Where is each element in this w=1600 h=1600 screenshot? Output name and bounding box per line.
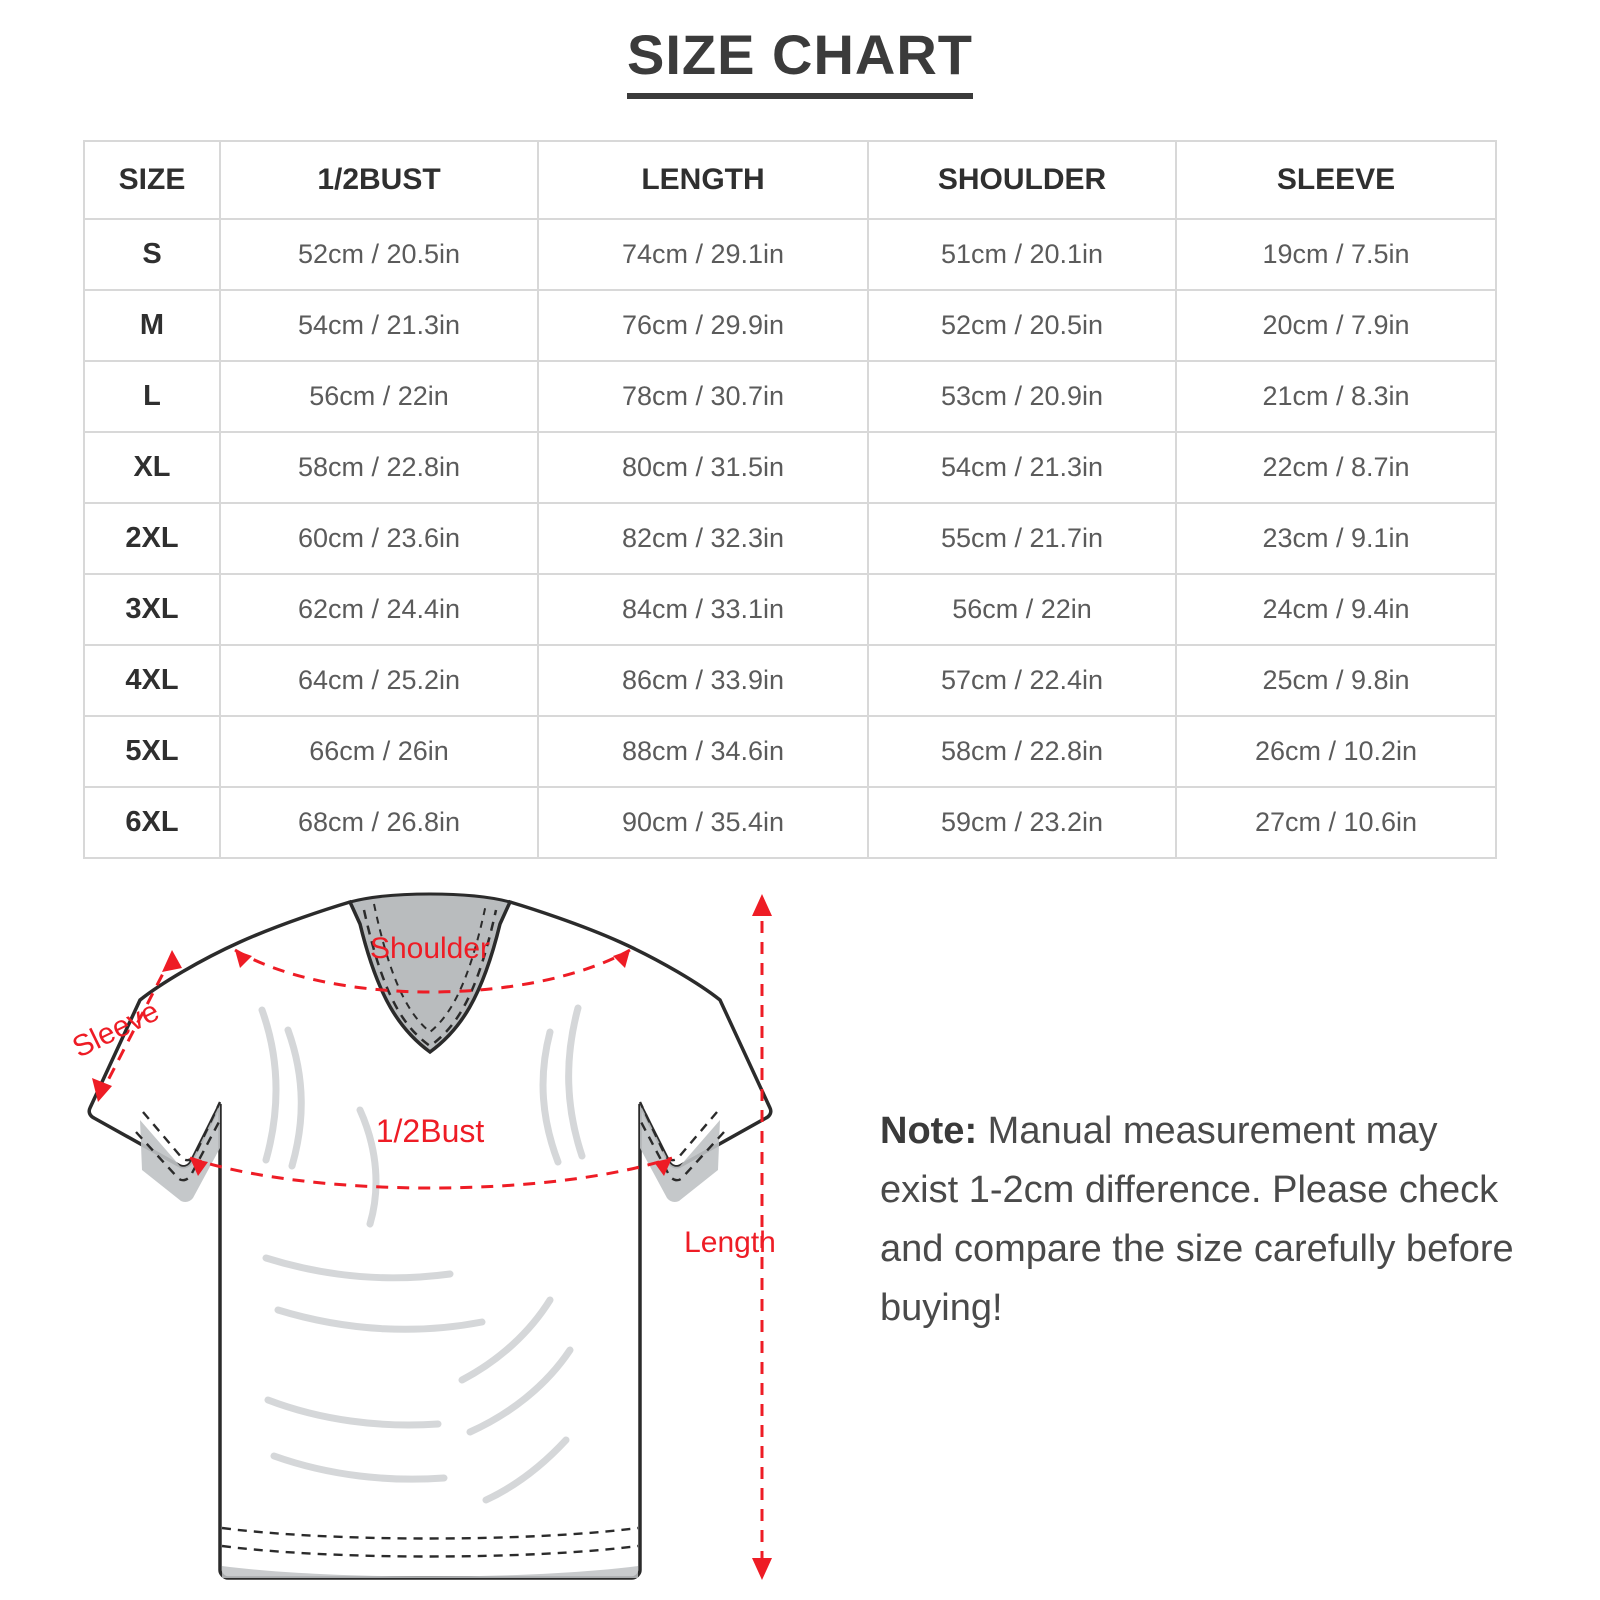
cell-sleeve: 22cm / 8.7in <box>1176 432 1496 503</box>
cell-length: 86cm / 33.9in <box>538 645 868 716</box>
size-table <box>83 140 1497 859</box>
note-prefix: Note: <box>880 1110 978 1152</box>
length-label: Length <box>684 1226 776 1259</box>
page-title-container <box>0 22 1600 99</box>
cell-bust: 60cm / 23.6in <box>220 503 538 574</box>
cell-size: 4XL <box>84 645 220 716</box>
cell-shoulder: 58cm / 22.8in <box>868 716 1176 787</box>
table-row <box>84 219 1496 290</box>
cell-length: 78cm / 30.7in <box>538 361 868 432</box>
cell-bust: 68cm / 26.8in <box>220 787 538 858</box>
cell-bust: 62cm / 24.4in <box>220 574 538 645</box>
column-header-size: SIZE <box>84 141 220 219</box>
table-header-row <box>84 141 1496 219</box>
cell-bust: 52cm / 20.5in <box>220 219 538 290</box>
cell-size: 6XL <box>84 787 220 858</box>
table-row <box>84 645 1496 716</box>
cell-size: S <box>84 219 220 290</box>
cell-length: 80cm / 31.5in <box>538 432 868 503</box>
table-row <box>84 787 1496 858</box>
cell-length: 74cm / 29.1in <box>538 219 868 290</box>
bust-label: 1/2Bust <box>375 1113 485 1149</box>
cell-shoulder: 51cm / 20.1in <box>868 219 1176 290</box>
column-header-bust: 1/2BUST <box>220 141 538 219</box>
page-title: SIZE CHART <box>627 22 973 99</box>
cell-size: 2XL <box>84 503 220 574</box>
cell-length: 76cm / 29.9in <box>538 290 868 361</box>
cell-shoulder: 54cm / 21.3in <box>868 432 1176 503</box>
table-row <box>84 716 1496 787</box>
cell-size: L <box>84 361 220 432</box>
cell-size: M <box>84 290 220 361</box>
shoulder-label: Shoulder <box>369 932 491 965</box>
cell-sleeve: 24cm / 9.4in <box>1176 574 1496 645</box>
note-body: Manual measurement may exist 1-2cm difference. Please check and compare the size carefully before buying! <box>880 1110 1514 1329</box>
cell-size: 5XL <box>84 716 220 787</box>
table-row <box>84 290 1496 361</box>
column-header-shoulder: SHOULDER <box>868 141 1176 219</box>
column-header-length: LENGTH <box>538 141 868 219</box>
cell-bust: 64cm / 25.2in <box>220 645 538 716</box>
cell-shoulder: 55cm / 21.7in <box>868 503 1176 574</box>
cell-sleeve: 23cm / 9.1in <box>1176 503 1496 574</box>
table-row <box>84 503 1496 574</box>
cell-size: 3XL <box>84 574 220 645</box>
column-header-sleeve: SLEEVE <box>1176 141 1496 219</box>
cell-bust: 58cm / 22.8in <box>220 432 538 503</box>
cell-shoulder: 59cm / 23.2in <box>868 787 1176 858</box>
cell-sleeve: 20cm / 7.9in <box>1176 290 1496 361</box>
cell-shoulder: 53cm / 20.9in <box>868 361 1176 432</box>
cell-length: 88cm / 34.6in <box>538 716 868 787</box>
cell-length: 82cm / 32.3in <box>538 503 868 574</box>
cell-shoulder: 56cm / 22in <box>868 574 1176 645</box>
size-table-container <box>83 140 1495 859</box>
cell-sleeve: 25cm / 9.8in <box>1176 645 1496 716</box>
cell-sleeve: 21cm / 8.3in <box>1176 361 1496 432</box>
cell-shoulder: 52cm / 20.5in <box>868 290 1176 361</box>
cell-sleeve: 19cm / 7.5in <box>1176 219 1496 290</box>
cell-sleeve: 27cm / 10.6in <box>1176 787 1496 858</box>
table-row <box>84 574 1496 645</box>
table-row <box>84 432 1496 503</box>
cell-size: XL <box>84 432 220 503</box>
cell-length: 84cm / 33.1in <box>538 574 868 645</box>
cell-bust: 66cm / 26in <box>220 716 538 787</box>
table-row <box>84 361 1496 432</box>
cell-shoulder: 57cm / 22.4in <box>868 645 1176 716</box>
lower-section <box>0 880 1600 1600</box>
tshirt-diagram <box>30 880 830 1600</box>
sleeve-label: Sleeve <box>67 994 165 1065</box>
note-text <box>880 1102 1520 1338</box>
cell-bust: 54cm / 21.3in <box>220 290 538 361</box>
cell-bust: 56cm / 22in <box>220 361 538 432</box>
cell-length: 90cm / 35.4in <box>538 787 868 858</box>
cell-sleeve: 26cm / 10.2in <box>1176 716 1496 787</box>
